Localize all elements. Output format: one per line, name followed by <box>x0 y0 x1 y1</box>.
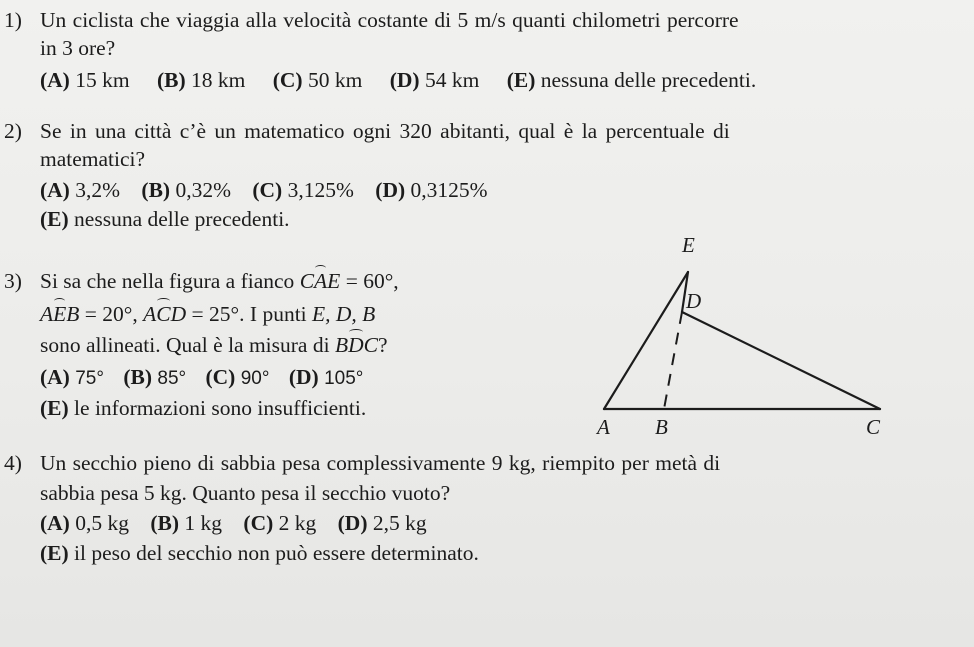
question-text: sabbia pesa 5 kg. Quanto pesa il secchio vuoto? <box>40 481 451 505</box>
option-a[interactable]: (A) 15 km <box>40 68 130 92</box>
answer-options <box>40 177 510 203</box>
label-b: B <box>655 415 668 439</box>
option-b[interactable]: (B) 0,32% <box>141 178 231 202</box>
option-c[interactable]: (C) 50 km <box>272 68 363 92</box>
segment-db-dashed <box>664 312 682 409</box>
answer-options <box>40 540 501 566</box>
answer-options <box>40 395 388 421</box>
option-d[interactable]: (D) 54 km <box>389 68 480 92</box>
question-text: sono allineati. Qual è la misura di BDC? <box>40 333 388 357</box>
segment-dc <box>682 312 880 409</box>
question-number: 3) <box>4 269 22 293</box>
answer-options <box>40 67 778 93</box>
option-e[interactable]: (E) il peso del secchio non può essere determinato. <box>40 541 479 565</box>
option-e[interactable]: (E) nessuna delle precedenti. <box>40 207 290 231</box>
label-a: A <box>597 415 610 439</box>
option-c[interactable]: (C) 90° <box>205 365 270 389</box>
angle-bdc: BDC <box>334 333 378 357</box>
answer-options <box>40 206 312 232</box>
option-b[interactable]: (B) 18 km <box>156 68 246 92</box>
segment-ed <box>682 272 688 312</box>
segment-ae <box>604 272 688 409</box>
option-a[interactable]: (A) 75° <box>40 365 104 389</box>
option-b[interactable]: (B) 85° <box>123 365 187 389</box>
option-d[interactable]: (D) 2,5 kg <box>337 511 427 535</box>
question-text: Un ciclista che viaggia alla velocità costante di 5 m/s quanti chilometri percorre <box>40 8 739 32</box>
question-text: AEB = 20°, ACD = 25°. I punti E, D, B <box>40 302 376 326</box>
option-c[interactable]: (C) 3,125% <box>252 178 354 202</box>
question-text: Un secchio pieno di sabbia pesa complessivamente 9 kg, riempito per metà di <box>40 451 721 475</box>
option-c[interactable]: (C) 2 kg <box>243 511 317 535</box>
answer-options <box>40 364 385 392</box>
angle-cae: CAE <box>299 269 341 293</box>
question-text: matematici? <box>40 147 146 171</box>
option-e[interactable]: (E) nessuna delle precedenti. <box>506 68 757 92</box>
question-number: 4) <box>4 451 22 475</box>
option-b[interactable]: (B) 1 kg <box>150 511 223 535</box>
question-number: 2) <box>4 119 22 143</box>
angle-acd: ACD <box>143 302 187 326</box>
question-text: Se in una città c’è un matematico ogni 320 abitanti, qual è la percentuale di <box>40 119 730 143</box>
label-d: D <box>686 289 702 313</box>
answer-options <box>40 510 449 536</box>
question-text: Si sa che nella figura a fianco CAE = 60°, <box>40 269 399 293</box>
label-e: E <box>682 233 695 257</box>
angle-aeb: AEB <box>40 302 80 326</box>
question-text: in 3 ore? <box>40 36 116 60</box>
option-a[interactable]: (A) 0,5 kg <box>40 511 129 535</box>
option-d[interactable]: (D) 105° <box>288 365 364 389</box>
option-d[interactable]: (D) 0,3125% <box>375 178 488 202</box>
question-number: 1) <box>4 8 22 32</box>
option-a[interactable]: (A) 3,2% <box>40 178 121 202</box>
option-e[interactable]: (E) le informazioni sono insufficienti. <box>40 396 367 420</box>
label-c: C <box>866 415 881 439</box>
